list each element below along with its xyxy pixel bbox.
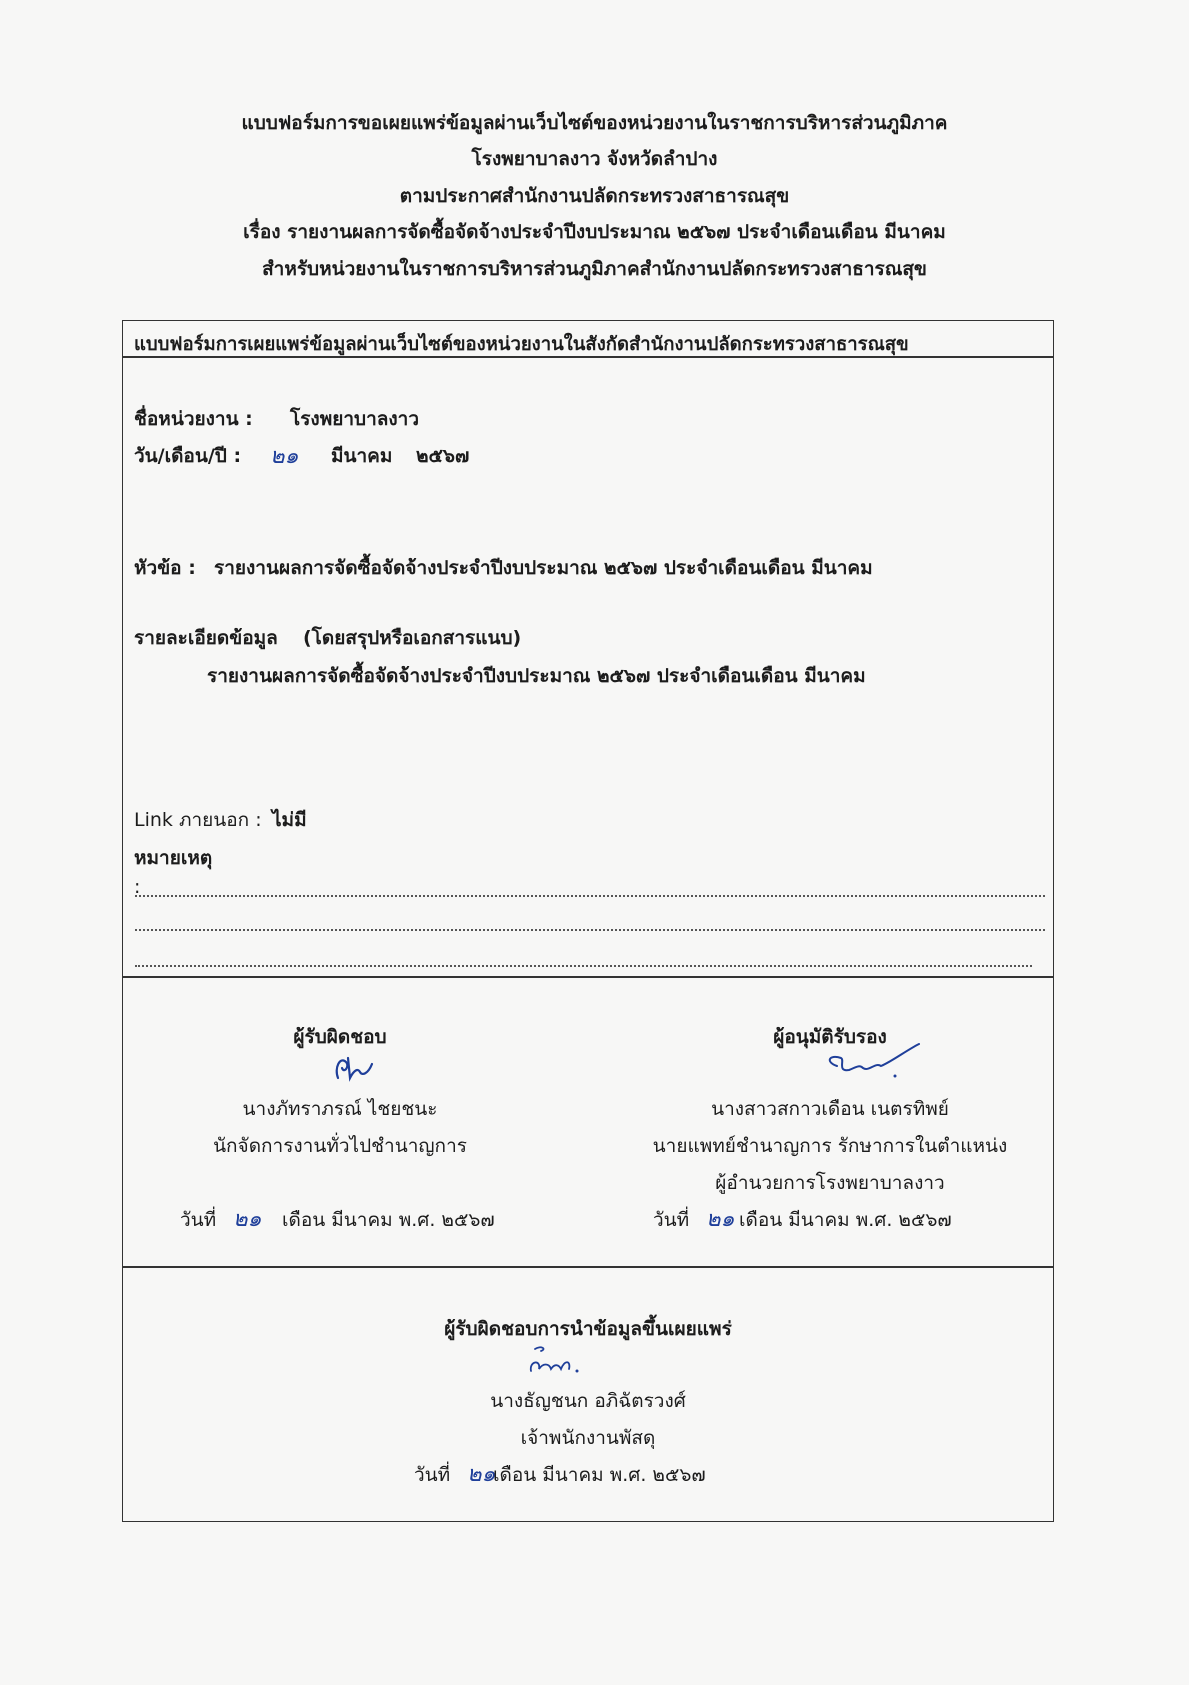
header-line-3: ตามประกาศสำนักงานปลัดกระทรวงสาธารณสุข: [399, 185, 790, 207]
responsible-position: นักจัดการงานทั่วไปชำนาญการ: [213, 1135, 467, 1157]
responsible-name: นางภัทราภรณ์ ไชยชนะ: [242, 1098, 438, 1120]
approver-position-2: ผู้อำนวยการโรงพยาบาลงาว: [715, 1172, 945, 1194]
approver-position: นายแพทย์ชำนาญการ รักษาการในตำแหน่ง: [652, 1135, 1008, 1157]
responsible-heading: ผู้รับผิดชอบ: [293, 1026, 387, 1048]
approver-date-prefix: วันที่: [653, 1209, 690, 1231]
agency-value: โรงพยาบาลงาว: [290, 408, 420, 430]
responsible-date-day: ๒๑: [233, 1207, 262, 1232]
date-label: วัน/เดือน/ปี :: [134, 445, 242, 467]
agency-label: ชื่อหน่วยงาน :: [134, 408, 253, 430]
approver-date-day: ๒๑: [706, 1207, 735, 1232]
publisher-heading: ผู้รับผิดชอบการนำข้อมูลขึ้นเผยแพร่: [444, 1318, 732, 1340]
link-value: ไม่มี: [272, 809, 307, 831]
date-day: ๒๑: [270, 444, 299, 469]
header-line-5: สำหรับหน่วยงานในราชการบริหารส่วนภูมิภาคสำนักงานปลัดกระทรวงสาธารณสุข: [262, 258, 927, 280]
remark-label: หมายเหตุ: [134, 847, 213, 869]
detail-value: รายงานผลการจัดซื้อจัดจ้างประจำปีงบประมาณ ๒๕๖๗ ประจำเดือนเดือน มีนาคม: [207, 665, 866, 687]
detail-hint: (โดยสรุปหรือเอกสารแนบ): [303, 627, 522, 649]
responsible-date-suffix: เดือน มีนาคม พ.ศ. ๒๕๖๗: [282, 1209, 495, 1231]
date-month: มีนาคม: [331, 445, 393, 467]
link-label: Link ภายนอก :: [134, 809, 262, 831]
approver-signature-image: [815, 1040, 925, 1084]
detail-label: รายละเอียดข้อมูล: [134, 627, 278, 649]
remark-prefix: :: [134, 876, 141, 898]
responsible-signature-image: [330, 1048, 390, 1082]
topic-value: รายงานผลการจัดซื้อจัดจ้างประจำปีงบประมาณ ๒๕๖๗ ประจำเดือนเดือน มีนาคม: [214, 557, 873, 579]
approver-heading: ผู้อนุมัติรับรอง: [773, 1026, 887, 1048]
form-title: แบบฟอร์มการเผยแพร่ข้อมูลผ่านเว็บไซต์ของหน่วยงานในสังกัดสำนักงานปลัดกระทรวงสาธารณสุข: [134, 334, 909, 355]
remark-line-2: [135, 929, 1045, 931]
approver-date-suffix: เดือน มีนาคม พ.ศ. ๒๕๖๗: [739, 1209, 952, 1231]
publisher-signature-image: [525, 1343, 605, 1377]
publisher-position: เจ้าพนักงานพัสดุ: [520, 1427, 656, 1449]
publisher-date-suffix: เดือน มีนาคม พ.ศ. ๒๕๖๗: [493, 1464, 706, 1486]
header-line-1: แบบฟอร์มการขอเผยแพร่ข้อมูลผ่านเว็บไซต์ของหน่วยงานในราชการบริหารส่วนภูมิภาค: [241, 112, 948, 134]
publisher-date-prefix: วันที่: [414, 1464, 451, 1486]
remark-line-1: [135, 895, 1045, 897]
publisher-name: นางธัญชนก อภิฉัตรวงศ์: [490, 1390, 686, 1412]
responsible-date-prefix: วันที่: [180, 1209, 217, 1231]
topic-label: หัวข้อ :: [134, 557, 196, 579]
header-line-2: โรงพยาบาลงาว จังหวัดลำปาง: [471, 148, 718, 170]
remark-line-3: [135, 965, 1032, 967]
approver-name: นางสาวสกาวเดือน เนตรทิพย์: [711, 1098, 949, 1120]
publisher-date-day: ๒๑: [467, 1462, 496, 1487]
date-year: ๒๕๖๗: [416, 445, 470, 467]
header-line-4: เรื่อง รายงานผลการจัดซื้อจัดจ้างประจำปีงบประมาณ ๒๕๖๗ ประจำเดือนเดือน มีนาคม: [243, 221, 946, 243]
